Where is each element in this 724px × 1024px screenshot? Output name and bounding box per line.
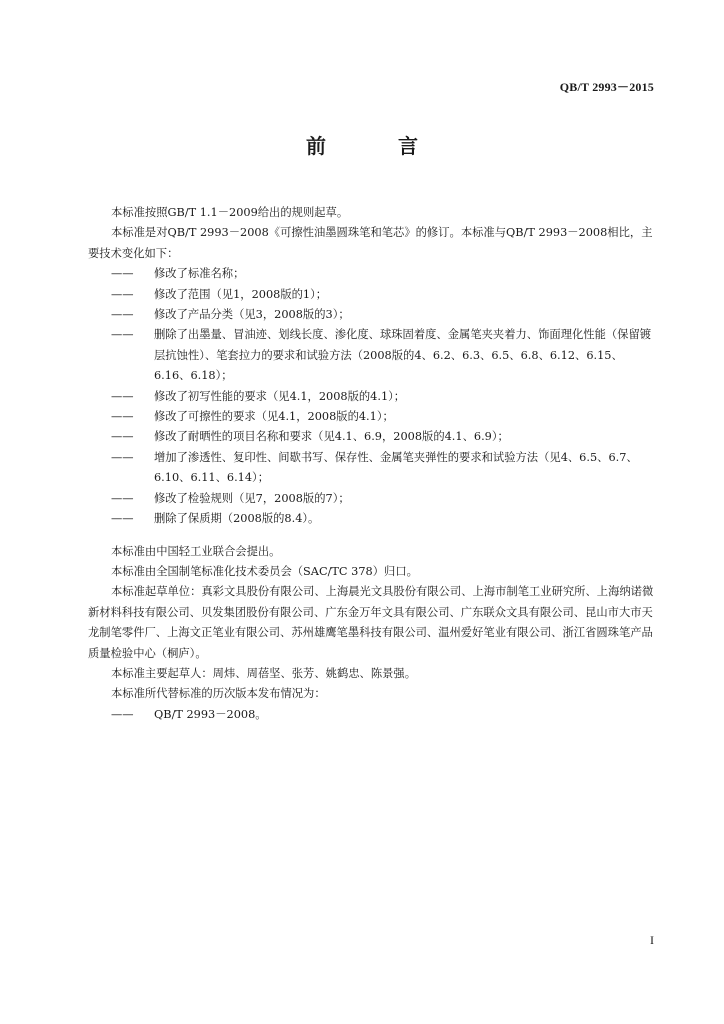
paragraph: 本标准起草单位：真彩文具股份有限公司、上海晨光文具股份有限公司、上海市制笔工业研究所、上海纳诺微新材料科技有限公司、贝发集团股份有限公司、广东金万年文具有限公司、广东联众文具有限公司、昆山市大市天龙制笔零件厂、上海文正笔业有限公司、苏州雄鹰笔墨科技有限公司、温州爱好笔业有限公司、浙江省圆珠笔产品质量检验中心（桐庐）。 (88, 585, 654, 660)
foreword-body (88, 203, 656, 725)
dash-marker: —— (111, 707, 134, 721)
page-number: I (650, 933, 654, 947)
paragraph: 本标准由全国制笔标准化技术委员会（SAC/TC 378）归口。 (111, 564, 418, 578)
paragraph: 本标准是对QB/T 2993－2008《可擦性油墨圆珠笔和笔芯》的修订。本标准与QB/T 2993－2008相比，主要技术变化如下： (88, 226, 653, 260)
list-item (111, 489, 656, 509)
document-code: QB/T 2993－2015 (559, 80, 654, 94)
list-item-text: 修改了标准名称； (154, 267, 245, 281)
dash-marker: —— (111, 287, 134, 301)
list-item-text: 修改了耐晒性的项目名称和要求（见4.1、6.9，2008版的4.1、6.9）； (154, 430, 509, 444)
dash-marker: —— (111, 267, 134, 281)
list-item-text: 修改了范围（见1，2008版的1）； (154, 287, 328, 301)
list-item (111, 325, 656, 386)
list-item-text: 修改了产品分类（见3，2008版的3）； (154, 308, 350, 322)
dash-marker: —— (111, 450, 134, 464)
dash-marker: —— (111, 308, 134, 322)
list-item-text: 删除了出墨量、冒油迹、划线长度、渗化度、球珠固着度、金属笔夹夹着力、饰面理化性能（保留镀层抗蚀性）、笔套拉力的要求和试验方法（2008版的4、6.2、6.3、6.5、6.8、6.12、6.15、6.16、6.18）； (154, 328, 652, 383)
page-title: 前 言 (306, 134, 444, 158)
list-item-text: 修改了初写性能的要求（见4.1，2008版的4.1）； (154, 389, 406, 403)
list-item (111, 448, 656, 489)
list-item (111, 509, 656, 529)
list-item-text: 删除了保质期（2008版的8.4）。 (154, 512, 320, 526)
dash-marker: —— (111, 328, 134, 342)
dash-marker: —— (111, 430, 134, 444)
dash-marker: —— (111, 410, 134, 424)
list-item (111, 285, 656, 305)
list-item (111, 305, 656, 325)
dash-marker: —— (111, 512, 134, 526)
list-item-text: 修改了检验规则（见7，2008版的7）； (154, 491, 350, 505)
paragraph: 本标准主要起草人：周炜、周蓓坚、张芳、姚鹤忠、陈景强。 (111, 666, 417, 680)
dash-marker: —— (111, 389, 134, 403)
section-gap (88, 530, 656, 542)
paragraph: 本标准由中国轻工业联合会提出。 (111, 544, 281, 558)
history-item (111, 705, 656, 725)
list-item (111, 407, 656, 427)
paragraph: 本标准所代替标准的历次版本发布情况为： (111, 687, 326, 701)
list-item-text: 增加了渗透性、复印性、间歇书写、保存性、金属笔夹弹性的要求和试验方法（见4、6.5、6.7、6.10、6.11、6.14）； (154, 450, 638, 485)
history-item-text: QB/T 2993－2008。 (154, 707, 267, 721)
list-item (111, 264, 656, 284)
list-item (111, 387, 656, 407)
list-item (111, 427, 656, 447)
dash-marker: —— (111, 491, 134, 505)
paragraph: 本标准按照GB/T 1.1－2009给出的规则起草。 (111, 206, 349, 219)
list-item-text: 修改了可擦性的要求（见4.1，2008版的4.1）； (154, 410, 394, 424)
